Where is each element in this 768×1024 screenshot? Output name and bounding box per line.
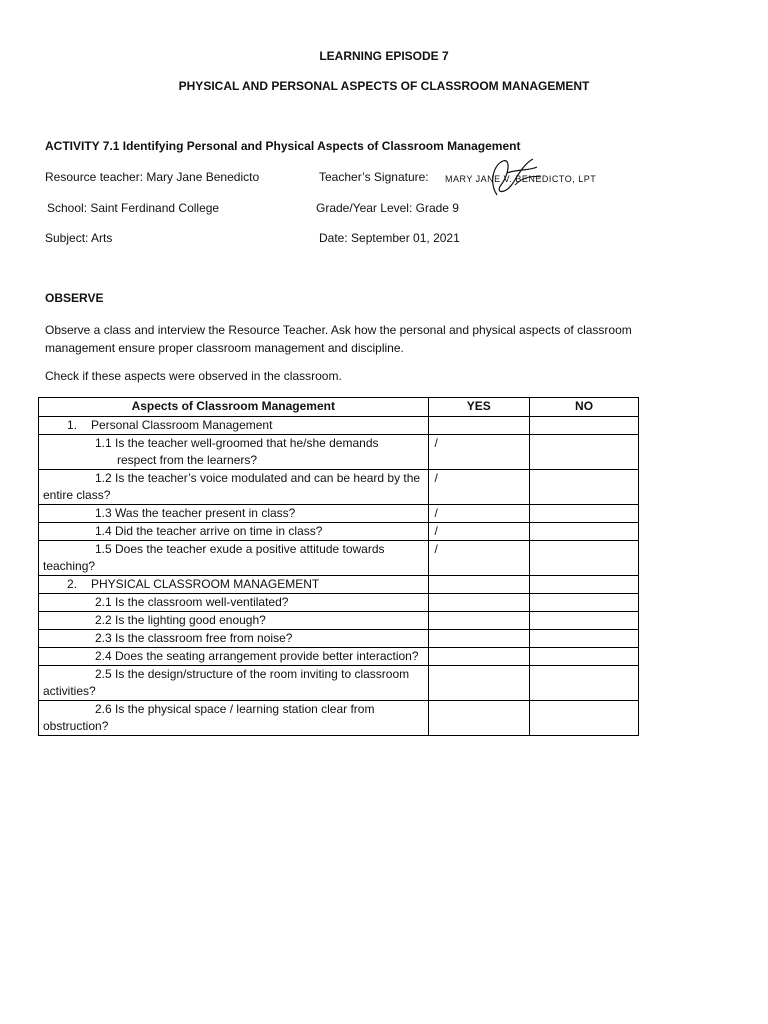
no-cell[interactable]	[530, 630, 639, 648]
no-cell[interactable]	[530, 648, 639, 666]
yes-cell[interactable]	[428, 417, 530, 435]
date: Date: September 01, 2021	[319, 231, 460, 245]
question-cell: 2.4 Does the seating arrangement provide better interaction?	[39, 648, 429, 666]
no-cell[interactable]	[530, 576, 639, 594]
question-cell: 2.6 Is the physical space / learning station clear from obstruction?	[39, 701, 429, 736]
activity-title: ACTIVITY 7.1 Identifying Personal and Physical Aspects of Classroom Management	[45, 139, 521, 153]
header-yes: YES	[428, 398, 530, 417]
no-cell[interactable]	[530, 505, 639, 523]
question-cell: 2.2 Is the lighting good enough?	[39, 612, 429, 630]
observe-instruction: Observe a class and interview the Resource Teacher. Ask how the personal and physical aspects of classroom management ensure proper classroom management and discipline.	[45, 323, 632, 355]
yes-cell[interactable]: /	[428, 470, 530, 505]
aspects-table	[38, 397, 639, 736]
question-cell: 1.2 Is the teacher’s voice modulated and can be heard by the entire class?	[39, 470, 429, 505]
question-text: 1.1 Is the teacher well-groomed that he/she demands	[95, 436, 379, 450]
table-row	[39, 523, 639, 541]
table-row	[39, 470, 639, 505]
no-cell[interactable]	[530, 417, 639, 435]
question-cell: 2.1 Is the classroom well-ventilated?	[39, 594, 429, 612]
yes-cell[interactable]	[428, 648, 530, 666]
yes-cell[interactable]: /	[428, 523, 530, 541]
question-cell: 2.3 Is the classroom free from noise?	[39, 630, 429, 648]
grade-level: Grade/Year Level: Grade 9	[316, 201, 459, 215]
yes-cell[interactable]	[428, 612, 530, 630]
topic-title: PHYSICAL AND PERSONAL ASPECTS OF CLASSROOM MANAGEMENT	[178, 79, 590, 93]
section-title	[39, 576, 429, 594]
yes-cell[interactable]	[428, 666, 530, 701]
school: School: Saint Ferdinand College	[47, 201, 220, 215]
yes-cell[interactable]	[428, 701, 530, 736]
signature-label: Teacher’s Signature:	[319, 170, 429, 184]
no-cell[interactable]	[530, 541, 639, 576]
table-row	[39, 594, 639, 612]
no-cell[interactable]	[530, 594, 639, 612]
teacher-signature	[445, 155, 605, 201]
question-cell: 1.5 Does the teacher exude a positive attitude towards teaching?	[39, 541, 429, 576]
section-number: 1.	[67, 418, 78, 432]
subject: Subject: Arts	[45, 231, 113, 245]
no-cell[interactable]	[530, 666, 639, 701]
table-row	[39, 541, 639, 576]
table-row	[39, 701, 639, 736]
table-row	[39, 666, 639, 701]
table-row	[39, 435, 639, 470]
no-cell[interactable]	[530, 701, 639, 736]
question-cell: 1.4 Did the teacher arrive on time in class?	[39, 523, 429, 541]
no-cell[interactable]	[530, 612, 639, 630]
question-cell: 1.3 Was the teacher present in class?	[39, 505, 429, 523]
no-cell[interactable]	[530, 523, 639, 541]
section-row-personal	[39, 417, 639, 435]
yes-cell[interactable]	[428, 594, 530, 612]
check-prompt: Check if these aspects were observed in the classroom.	[45, 369, 342, 383]
no-cell[interactable]	[530, 470, 639, 505]
resource-teacher: Resource teacher: Mary Jane Benedicto	[45, 170, 260, 184]
question-continuation: respect from the learners?	[117, 453, 258, 467]
question-cell: 2.5 Is the design/structure of the room inviting to classroom activities?	[39, 666, 429, 701]
table-row	[39, 612, 639, 630]
yes-cell[interactable]	[428, 576, 530, 594]
section-label: Personal Classroom Management	[91, 418, 273, 432]
section-number: 2.	[67, 577, 78, 591]
section-row-physical	[39, 576, 639, 594]
table-row	[39, 505, 639, 523]
yes-cell[interactable]	[428, 630, 530, 648]
section-label: PHYSICAL CLASSROOM MANAGEMENT	[91, 577, 320, 591]
question-cell	[39, 435, 429, 470]
yes-cell[interactable]: /	[428, 435, 530, 470]
table-row	[39, 648, 639, 666]
table-row	[39, 630, 639, 648]
signature-text: MARY JANE V. BENEDICTO, LPT	[445, 174, 597, 184]
yes-cell[interactable]: /	[428, 505, 530, 523]
table-header-row	[39, 398, 639, 417]
no-cell[interactable]	[530, 435, 639, 470]
episode-title: LEARNING EPISODE 7	[319, 49, 449, 63]
header-aspects: Aspects of Classroom Management	[39, 398, 429, 417]
yes-cell[interactable]: /	[428, 541, 530, 576]
observe-heading: OBSERVE	[45, 291, 104, 305]
section-title	[39, 417, 429, 435]
header-no: NO	[530, 398, 639, 417]
